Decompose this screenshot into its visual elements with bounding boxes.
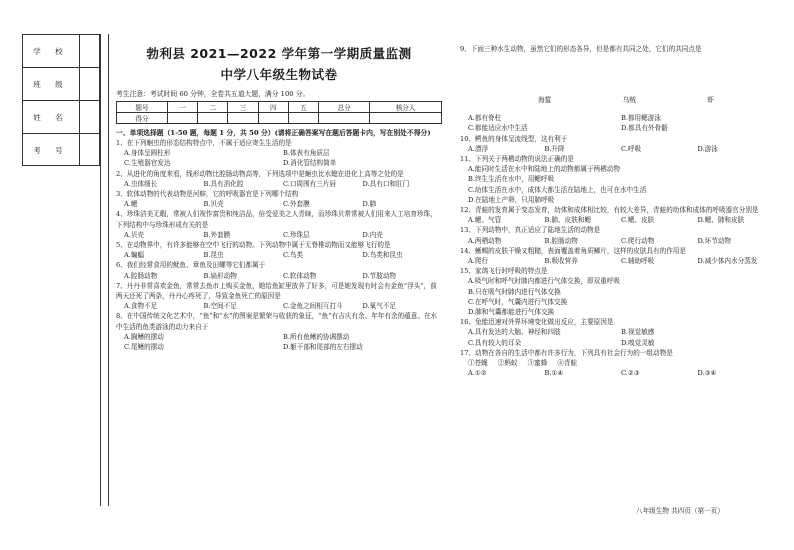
option: ④青蛙 bbox=[557, 359, 578, 368]
question-stem: 16、兔能迅速对外界环境变化做出反应，主要原因是 bbox=[460, 318, 614, 327]
question-stem: 9、下面三种水生动物，虽然它们的形态各异，但是都有共同之处，它们的共同点是 bbox=[460, 45, 702, 53]
option: A.具有发达的大脑、神经和四肢 bbox=[468, 328, 561, 337]
question-stem: 17、动物在各自的生活中都有许多行为，下列具有社会行为的一组动物是 bbox=[460, 348, 673, 357]
option: D.节肢动物 bbox=[362, 271, 397, 280]
question-options bbox=[460, 338, 774, 348]
option: C.都能适应水中生活 bbox=[468, 124, 528, 133]
animal-label: 海蜇 bbox=[538, 96, 552, 105]
question-stem: 13、下列动物中，真正适应了陆地生活的动物是 bbox=[460, 226, 601, 235]
question-options bbox=[460, 358, 774, 368]
section-title: 一、单项选择题（1-50 题，每题 1 分，共 50 分）(请将正确答案写在题后答题卡内，写在别处不得分) bbox=[116, 129, 431, 137]
name-field[interactable] bbox=[80, 101, 99, 134]
option: B.肺、皮肤和鳃 bbox=[544, 216, 592, 225]
option: B.终生生活在水中，用鳃呼吸 bbox=[468, 175, 555, 184]
score-cell[interactable] bbox=[168, 113, 198, 124]
question-stem: 3、软体动物的代表动物是河蚌，它的呼吸器官是下列哪个结构 bbox=[116, 190, 299, 199]
option: D.肺和气囊都能进行气体交换 bbox=[468, 308, 555, 317]
question-options bbox=[116, 250, 442, 260]
option: ①苍蝇 bbox=[468, 359, 488, 368]
option: D.氧气不足 bbox=[362, 302, 397, 311]
option: D.肺 bbox=[362, 200, 377, 209]
question-stem: 15、家鸽飞行时呼吸的特点是 bbox=[460, 267, 548, 276]
question-options bbox=[460, 113, 774, 123]
animal-labels bbox=[460, 94, 774, 104]
option: A.腔肠动物 bbox=[124, 271, 158, 280]
option: C.辅助呼吸 bbox=[621, 257, 655, 266]
option: A.鳃、气管 bbox=[468, 216, 502, 225]
option: C.在呼气时，气囊内进行气体交换 bbox=[468, 297, 568, 306]
option: A.都有脊柱 bbox=[468, 114, 502, 123]
option: B.体表有角质层 bbox=[283, 149, 330, 158]
question-stem: 5、在动物界中，有许多能够在空中飞行的动物。下列动物中属于无脊椎动物而又能够飞行的是 bbox=[116, 241, 391, 250]
exam-number-field[interactable] bbox=[80, 134, 99, 167]
question-options bbox=[460, 287, 774, 297]
option: B.扁形动物 bbox=[203, 271, 237, 280]
question-options bbox=[116, 301, 442, 311]
option: C.珍珠层 bbox=[283, 230, 310, 239]
option: B.腔肠动物 bbox=[544, 236, 578, 245]
score-cell[interactable] bbox=[370, 113, 442, 124]
animal-label: 虾 bbox=[707, 96, 714, 105]
option: A.身体呈圆柱形 bbox=[124, 149, 171, 158]
class-label: 班 级 bbox=[23, 68, 79, 101]
option: C.软体动物 bbox=[283, 271, 317, 280]
name-label: 姓 名 bbox=[23, 101, 79, 134]
option: B.外套膜 bbox=[203, 230, 231, 239]
option: A.蝙蝠 bbox=[124, 251, 145, 260]
question-stem: 11、下列关于两栖动物的说法正确的是 bbox=[460, 155, 574, 164]
question-options bbox=[460, 327, 774, 337]
option: A.吸气时和呼气时肺内都进行气体交换，即双重呼吸 bbox=[468, 277, 620, 286]
right-column bbox=[460, 44, 774, 378]
option: A.爬行 bbox=[468, 257, 489, 266]
option: A.①② bbox=[468, 369, 487, 378]
option: B.空间不足 bbox=[203, 302, 237, 311]
option: D.在陆地上产卵，只用肺呼吸 bbox=[468, 195, 555, 204]
question-list-right bbox=[460, 134, 774, 379]
option: B.①④ bbox=[544, 369, 564, 378]
question-stem: 14、蜥蜴的皮肤干燥又粗糙，表面覆盖着角质鳞片，这样的皮肤具有的作用是 bbox=[460, 246, 686, 255]
score-cell[interactable] bbox=[319, 113, 370, 124]
question-stem: 12、青蛙的发育属于变态发育，幼体和成体相比较，有较大差异，青蛙的幼体和成体的呼吸器官分别是 bbox=[460, 206, 759, 215]
animal-label: 乌贼 bbox=[622, 96, 636, 105]
question-list bbox=[116, 138, 442, 352]
binding-line bbox=[100, 34, 101, 506]
question-options bbox=[460, 215, 774, 225]
option: ②蚂蚁 bbox=[497, 359, 518, 368]
option: B.视觉敏感 bbox=[621, 328, 655, 337]
option: C.生殖器官发达 bbox=[124, 159, 171, 168]
question-stem: 7、丹丹非常喜欢金鱼，常常去鱼市上购买金鱼，她给鱼缸里放养了好多，可是她发现有时会有金鱼“浮头”，前两天还死了两条，丹丹心疼死了，导致金鱼死亡的原因是 bbox=[116, 281, 437, 301]
score-header-cell: 核分人 bbox=[370, 102, 442, 113]
question-options bbox=[116, 342, 442, 352]
option: B.都用鳃游泳 bbox=[621, 114, 661, 123]
score-header-cell: 总分 bbox=[319, 102, 370, 113]
score-header-cell: 二 bbox=[198, 102, 228, 113]
option: A.食物不足 bbox=[124, 302, 158, 311]
option: C.呼吸 bbox=[621, 144, 642, 153]
option: C.金鱼之间相互打斗 bbox=[283, 302, 343, 311]
option: B.只在吸气时肺内进行气体交换 bbox=[468, 287, 561, 296]
question-options bbox=[460, 164, 774, 174]
question-options bbox=[460, 185, 774, 195]
score-cell[interactable] bbox=[258, 113, 288, 124]
exam-title: 勃利县 2021—2022 学年第一学期质量监测 bbox=[146, 46, 412, 61]
question-stem: 6、我们经常食用的鱿鱼、章鱼及田螺等它们都属于 bbox=[116, 261, 266, 270]
score-table-header-row bbox=[117, 102, 442, 113]
option: D.减少体内水分蒸发 bbox=[697, 257, 758, 266]
option: C.幼体生活在水中，成体大都生活在陆地上，也可在水中生活 bbox=[468, 185, 647, 194]
question-options bbox=[116, 271, 442, 281]
score-header-cell: 四 bbox=[258, 102, 288, 113]
option: A.能同时生活在水中和陆地上的动物都属于两栖动物 bbox=[468, 165, 620, 174]
school-field[interactable] bbox=[80, 35, 99, 68]
option: C.②③ bbox=[621, 369, 640, 378]
question-stem: 1、在下列蛔虫的形态结构特点中，不属于适应寄生生活的是 bbox=[116, 139, 292, 147]
option: C.尾鳍的摆动 bbox=[124, 343, 164, 352]
option: D.躯干部和尾部的左右摆动 bbox=[283, 343, 363, 352]
question-stem: 2、从进化的角度来看，线形动物比腔肠动物高等，下列选项中是蛔虫比水螅在进化上高等之处的是 bbox=[116, 169, 404, 178]
question-options bbox=[460, 368, 774, 378]
option: A.胸鳍的摆动 bbox=[124, 332, 164, 341]
question-options bbox=[116, 179, 442, 189]
option: D.游泳 bbox=[697, 144, 718, 153]
score-cell[interactable]: 得分 bbox=[117, 113, 168, 124]
binding-fill-box bbox=[80, 34, 100, 166]
question-options bbox=[460, 195, 774, 205]
question-options bbox=[460, 307, 774, 317]
option: D.③④ bbox=[697, 369, 717, 378]
class-field[interactable] bbox=[80, 68, 99, 101]
question-options bbox=[116, 230, 442, 240]
option: C.具有较大的耳朵 bbox=[468, 338, 522, 347]
option: C.爬行动物 bbox=[621, 236, 655, 245]
score-cell[interactable] bbox=[288, 113, 318, 124]
option: D.消化管结构简单 bbox=[283, 159, 337, 168]
score-header-cell: 题号 bbox=[117, 102, 168, 113]
question-options bbox=[460, 144, 774, 154]
option: ③蜜蜂 bbox=[527, 359, 548, 368]
option: C.鸟类 bbox=[283, 251, 304, 260]
score-header-cell: 一 bbox=[168, 102, 198, 113]
option: A.漂浮 bbox=[468, 144, 489, 153]
option: A.鳃 bbox=[124, 200, 138, 209]
option: B.昆虫 bbox=[203, 251, 224, 260]
exam-subtitle: 中学八年级生物试卷 bbox=[220, 67, 338, 82]
question-stem: 10、鳄鱼的身体呈流线型，这有利于 bbox=[460, 134, 568, 143]
question-options bbox=[116, 199, 442, 209]
option: A.贝壳 bbox=[124, 230, 145, 239]
score-table bbox=[116, 101, 442, 124]
option: B.所有鱼鳍的协调摆动 bbox=[283, 332, 350, 341]
option: D.嗅觉灵敏 bbox=[621, 338, 655, 347]
question-options bbox=[460, 174, 774, 184]
option: D.具有口和肛门 bbox=[362, 179, 410, 188]
question-stem: 4、珍珠洁美无暇，常被人们视作富贵和纯洁品，倍受爱美之人青睐，而珍珠贝常常被人们用来人工培育珍珠，下列结构中与珍珠形成有关的是 bbox=[116, 210, 437, 229]
option: D.鸟类和昆虫 bbox=[362, 251, 403, 260]
option: B.吸收营养 bbox=[544, 257, 578, 266]
question-stem: 8、在中国传统文化艺术中，“鱼”和“水”的图案是繁荣与收获的象征，“鱼”有吉庆有余、年年有余的蕴意。在水中生活的鱼类游泳的动力来自于 bbox=[116, 312, 438, 331]
option: C.鳃、皮肤 bbox=[621, 216, 655, 225]
option: C.口周围有三片唇 bbox=[283, 179, 337, 188]
option: D.环节动物 bbox=[697, 236, 732, 245]
binding-info-box bbox=[22, 34, 80, 166]
left-column bbox=[116, 44, 442, 352]
option: D.都具有外骨骼 bbox=[621, 124, 668, 133]
exam-number-label: 考 号 bbox=[33, 146, 69, 155]
exam-notice: 考生注意：考试时间 60 分钟，全卷共五道大题，满分 100 分。 bbox=[116, 90, 310, 98]
score-cell[interactable] bbox=[198, 113, 228, 124]
question-options bbox=[460, 236, 774, 246]
page-footer: 八年级生物 共四页（第一页） bbox=[636, 507, 724, 515]
question-options bbox=[460, 123, 774, 133]
question-options bbox=[460, 256, 774, 266]
option: A.两栖动物 bbox=[468, 236, 502, 245]
school-label: 学 校 bbox=[23, 35, 79, 68]
option: B.具有消化腔 bbox=[203, 179, 244, 188]
score-header-cell: 五 bbox=[288, 102, 318, 113]
option: D.内壳 bbox=[362, 230, 383, 239]
binding-line-inner bbox=[108, 34, 109, 506]
score-table-score-row bbox=[117, 113, 442, 124]
question-options bbox=[460, 297, 774, 307]
score-header-cell: 三 bbox=[228, 102, 258, 113]
question-options bbox=[116, 148, 442, 158]
option: A.虫体细长 bbox=[124, 179, 158, 188]
score-cell[interactable] bbox=[228, 113, 258, 124]
question-options bbox=[116, 158, 442, 168]
option: B.升降 bbox=[544, 144, 565, 153]
question-options bbox=[460, 276, 774, 286]
option: D.鳃、肺和皮肤 bbox=[697, 216, 745, 225]
option: B.贝壳 bbox=[203, 200, 224, 209]
question-options bbox=[116, 332, 442, 342]
option: C.外套膜 bbox=[283, 200, 310, 209]
